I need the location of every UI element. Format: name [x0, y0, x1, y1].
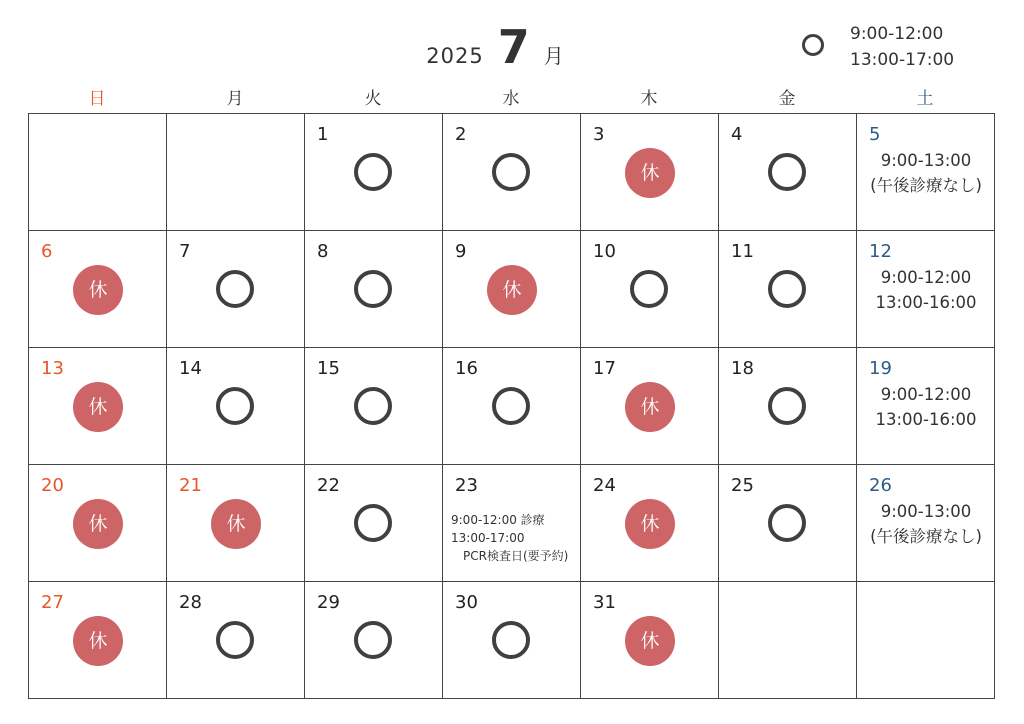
- weekday-tuesday: 火: [364, 89, 382, 109]
- closed-badge: 休: [73, 499, 123, 549]
- weekday-header: [28, 86, 994, 112]
- open-circle-icon: [354, 153, 392, 191]
- day-cell: [305, 114, 443, 231]
- open-circle-icon: [768, 153, 806, 191]
- day-cell: [305, 582, 443, 699]
- weekday-monday: 月: [226, 89, 244, 109]
- day-cell: [305, 231, 443, 348]
- hours-note-line: (午後診療なし): [870, 176, 982, 195]
- day-number: 14: [179, 358, 202, 379]
- hours-note-line: 13:00-16:00: [875, 293, 977, 312]
- day-number: 4: [731, 124, 743, 145]
- hours-note: [857, 265, 995, 315]
- day-number: 25: [731, 475, 754, 496]
- closed-badge: 休: [73, 265, 123, 315]
- day-number: 13: [41, 358, 64, 379]
- day-number: 28: [179, 592, 202, 613]
- open-circle-icon: [492, 387, 530, 425]
- title-year: 2025: [426, 44, 484, 68]
- day-number: 6: [41, 241, 53, 262]
- closed-badge: 休: [73, 616, 123, 666]
- day-number: 5: [869, 124, 881, 145]
- hours-note: [857, 148, 995, 198]
- day-number: 15: [317, 358, 340, 379]
- open-circle-icon: [802, 34, 824, 56]
- day-cell: [305, 465, 443, 582]
- open-circle-icon: [492, 621, 530, 659]
- empty-cell: [857, 582, 995, 699]
- day-cell: [719, 348, 857, 465]
- hours-note: [857, 499, 995, 549]
- day-number: 23: [455, 475, 478, 496]
- day-cell: [443, 231, 581, 348]
- day-number: 16: [455, 358, 478, 379]
- day-cell: [443, 114, 581, 231]
- day-number: 17: [593, 358, 616, 379]
- day-number: 3: [593, 124, 605, 145]
- title-month-label: 月: [543, 44, 564, 68]
- day-number: 26: [869, 475, 892, 496]
- day-number: 1: [317, 124, 329, 145]
- closed-badge: 休: [73, 382, 123, 432]
- day-cell: [167, 348, 305, 465]
- day-cell: [167, 582, 305, 699]
- weekday-wednesday: 水: [502, 89, 520, 109]
- day-number: 7: [179, 241, 191, 262]
- day-cell: [581, 465, 719, 582]
- day-cell: [29, 231, 167, 348]
- day-number: 21: [179, 475, 202, 496]
- day-cell: [167, 465, 305, 582]
- open-circle-icon: [354, 504, 392, 542]
- day-number: 20: [41, 475, 64, 496]
- hours-note-line: 9:00-12:00 診療: [451, 513, 545, 527]
- day-number: 31: [593, 592, 616, 613]
- open-circle-icon: [630, 270, 668, 308]
- open-circle-icon: [216, 387, 254, 425]
- day-number: 8: [317, 241, 329, 262]
- day-cell: [857, 231, 995, 348]
- calendar-grid: [28, 113, 995, 699]
- day-cell: [443, 465, 581, 582]
- day-cell: [305, 348, 443, 465]
- day-number: 27: [41, 592, 64, 613]
- closed-badge: 休: [625, 148, 675, 198]
- legend-hours-morning: 9:00-12:00: [850, 24, 944, 44]
- day-cell: [857, 114, 995, 231]
- weekday-saturday: 土: [916, 89, 934, 109]
- hours-note-line: 9:00-12:00: [880, 268, 972, 287]
- day-number: 10: [593, 241, 616, 262]
- hours-note-line: 9:00-13:00: [880, 151, 972, 170]
- hours-note-line: 13:00-16:00: [875, 410, 977, 429]
- day-number: 30: [455, 592, 478, 613]
- day-cell: [443, 348, 581, 465]
- day-cell: [581, 231, 719, 348]
- open-circle-icon: [354, 270, 392, 308]
- title-month: 7: [497, 20, 530, 74]
- day-number: 2: [455, 124, 467, 145]
- open-circle-icon: [768, 504, 806, 542]
- day-number: 12: [869, 241, 892, 262]
- hours-note-line: 13:00-17:00: [451, 531, 525, 545]
- closed-badge: 休: [625, 382, 675, 432]
- day-number: 11: [731, 241, 754, 262]
- day-cell: [857, 465, 995, 582]
- weekday-friday: 金: [778, 89, 796, 109]
- open-circle-icon: [354, 621, 392, 659]
- hours-note-line: (午後診療なし): [870, 527, 982, 546]
- open-circle-icon: [768, 387, 806, 425]
- open-circle-icon: [492, 153, 530, 191]
- closed-badge: 休: [625, 616, 675, 666]
- open-circle-icon: [216, 621, 254, 659]
- day-cell: [719, 465, 857, 582]
- closed-badge: 休: [487, 265, 537, 315]
- day-cell: [29, 348, 167, 465]
- day-cell: [167, 231, 305, 348]
- weekday-thursday: 木: [640, 89, 658, 109]
- hours-note-line: 9:00-13:00: [880, 502, 972, 521]
- day-number: 18: [731, 358, 754, 379]
- day-cell: [719, 114, 857, 231]
- day-cell: [857, 348, 995, 465]
- day-cell: [443, 582, 581, 699]
- day-cell: [29, 465, 167, 582]
- day-cell: [29, 582, 167, 699]
- day-number: 22: [317, 475, 340, 496]
- weekday-sunday: 日: [88, 89, 106, 109]
- open-circle-icon: [354, 387, 392, 425]
- open-circle-icon: [216, 270, 254, 308]
- day-number: 24: [593, 475, 616, 496]
- hours-note-line: PCR検査日(要予約): [463, 549, 569, 563]
- hours-note: [857, 382, 995, 432]
- day-cell: [581, 348, 719, 465]
- empty-cell: [167, 114, 305, 231]
- day-number: 9: [455, 241, 467, 262]
- legend: [802, 22, 992, 74]
- day-cell: [581, 582, 719, 699]
- hours-note-line: 9:00-12:00: [880, 385, 972, 404]
- day-number: 29: [317, 592, 340, 613]
- hours-note: [451, 511, 579, 565]
- open-circle-icon: [768, 270, 806, 308]
- empty-cell: [719, 582, 857, 699]
- legend-hours-afternoon: 13:00-17:00: [850, 50, 955, 70]
- day-number: 19: [869, 358, 892, 379]
- day-cell: [719, 231, 857, 348]
- closed-badge: 休: [625, 499, 675, 549]
- day-cell: [581, 114, 719, 231]
- closed-badge: 休: [211, 499, 261, 549]
- empty-cell: [29, 114, 167, 231]
